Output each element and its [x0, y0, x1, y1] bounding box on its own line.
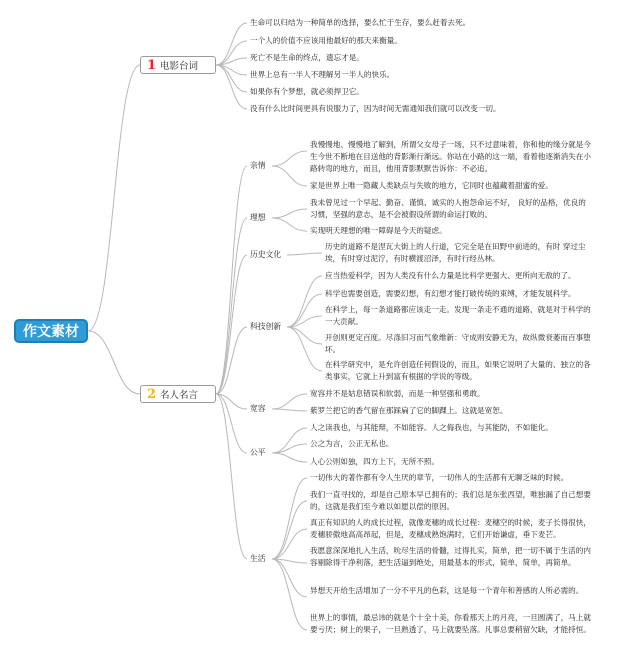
quote-tech-5: 在科学研究中，是允许创造任何假设的，而且，如果它说明了大量的、独立的各类事实，它就上升到富有根据的学说的等级。: [325, 360, 591, 381]
connector-quote-0-0: [272, 151, 307, 166]
connector-quote-6-2: [272, 529, 307, 559]
connector-quote-1-1: [272, 218, 307, 231]
connector-quote-3-0: [287, 276, 322, 327]
connector-movie-quote-6: [216, 65, 247, 109]
movie-quote-6: 没有什么比时间更具有说服力了，因为时间无需通知我们就可以改变一切。: [250, 104, 501, 113]
quote-family-2: 家是世界上唯一隐藏人类缺点与失败的地方，它同时也蕴藏着甜蜜的爱。: [310, 181, 553, 190]
quote-life-2: 我们一直寻找的，却是自己原本早已拥有的；我们总是东张西望，唯独漏了自己想要的，这就是我们至今难以如愿以偿的原因。: [310, 490, 591, 511]
quote-tech-3: 在科学上，每一条道路都应该走一走。发现一条走不通的道路，就是对于科学的一大贡献。: [325, 305, 591, 326]
branch-famous-quotes[interactable]: [140, 385, 216, 403]
connector-category-ideal: [216, 218, 247, 394]
quote-life-5: 异想天开给生活增加了一分不平凡的色彩，这是每一个青年和善感的人所必需的。: [310, 586, 584, 595]
root-label: 作文素材: [23, 324, 79, 340]
quote-tolerance-1: 宽容并不是姑息错误和软弱，而是一种坚强和勇敢。: [310, 389, 485, 398]
category-sci-tech[interactable]: 科技创新: [250, 322, 282, 331]
branch-number-1: 1: [147, 57, 157, 73]
quote-life-1: 一切伟大的著作都有令人生厌的章节，一切伟人的生活都有无聊乏味的时候。: [310, 473, 569, 482]
movie-quote-2: 一个人的价值不应该用他最好的那天来衡量。: [250, 36, 402, 45]
quote-fairness-1: 人之读我也，与其能辩，不如能容。人之侮我也，与其能防，不如能化。: [310, 423, 553, 432]
movie-quote-1: 生命可以归结为一种简单的选择，要么忙于生存，要么赶着去死。: [250, 18, 471, 27]
category-life[interactable]: 生活: [250, 554, 266, 563]
branch-movie-quotes[interactable]: [140, 56, 216, 74]
connector-quote-6-4: [272, 559, 307, 597]
connector-quote-1-0: [272, 209, 307, 218]
quote-fairness-2: 公之为言，公正无私也。: [310, 439, 394, 448]
category-family[interactable]: 亲情: [250, 161, 266, 170]
connector-quote-3-4: [287, 327, 322, 371]
connector-quote-3-3: [287, 327, 322, 344]
connector-quote-0-1: [272, 166, 307, 186]
quote-history-1: 历史的道路不是涅瓦大街上的人行道，它完全是在田野中前进的，有时 穿过尘埃，有时穿过泥泞，有时横渡沼泽，有时行经丛林。: [325, 242, 586, 263]
quote-ideal-2: 实现明天理想的唯一障碍是今天的疑虑。: [310, 226, 447, 235]
branch-label-famous-quotes: 名人名言: [160, 390, 199, 401]
connector-quote-6-0: [272, 478, 307, 559]
movie-quote-4: 世界上总有一半人不理解另一半人的快乐。: [250, 70, 395, 79]
branch-number-2: 2: [147, 386, 157, 402]
quote-tech-1: 应当热爱科学，因为人类没有什么力量是比科学更强大、更所向无敌的了。: [325, 271, 576, 280]
connector-quote-4-1: [272, 409, 307, 411]
connector-category-life: [216, 394, 247, 559]
category-fairness[interactable]: 公平: [250, 448, 266, 457]
quote-tolerance-2: 紫罗兰把它的香气留在那踩扁了它的脚踝上。这就是宽恕。: [310, 406, 508, 415]
connector-quote-6-5: [272, 559, 307, 630]
branch-label-movie-quotes: 电影台词: [160, 61, 199, 72]
connector-category-tech: [216, 327, 247, 394]
connector-quote-5-0: [272, 428, 307, 453]
quote-fairness-3: 人心公则如独，四方上下，无所不照。: [310, 457, 440, 466]
quote-life-6: 世界上的事情，最忌讳的就是个十全十美，你看那天上的月亮，一旦圆满了，马上就要亏厌；树上的果子，一旦熟透了，马上就要坠落。凡事总要稍留欠缺，才能持恒。: [310, 613, 591, 634]
connector-root-branch-2: [88, 331, 140, 394]
category-tolerance[interactable]: 宽容: [250, 404, 266, 413]
connector-quote-4-0: [272, 394, 307, 409]
connector-root-branch-1: [88, 65, 140, 331]
connector-category-fairness: [216, 394, 247, 453]
movie-quote-5: 如果你有个梦想，就必须捍卫它。: [250, 87, 364, 96]
quote-tech-2: 科学也需要创造，需要幻想，有幻想才能打破传统的束缚，才能发展科学。: [325, 289, 576, 298]
category-ideal[interactable]: 理想: [250, 213, 266, 222]
quote-family-1: 我慢慢地、慢慢地了解到，所谓父女母子一场，只不过意味着，你和他的缘分就是今生今世不断地在目送他的背影渐行渐远。你站在小路的这一端，看着他逐渐消失在小路转弯的地方，而且，他用背影默默告诉你：不必追。: [310, 140, 591, 173]
category-history-culture[interactable]: 历史文化: [250, 250, 282, 259]
quote-life-3: 真正有知识的人的成长过程，就像麦穗的成长过程：麦穗空的时候，麦子长得很快，麦穗骄傲地高高昂起，但是，麦穗成熟饱满时，它们开始谦虚，垂下麦芒。: [310, 518, 591, 539]
quote-tech-4: 开创则更定百度。尽涤旧习而气象维新：守成则安静无为，故纵微衰萎而百事堕坏。: [325, 333, 591, 354]
quote-ideal-1: 我未曾见过一个早起、勤奋、谨慎、诚实的人抱怨命运不好， 良好的品格，优良的习惯，坚强的意志，是不会被假设所谓的命运打败的。: [310, 198, 586, 219]
connector-quote-2-0: [287, 253, 322, 255]
connector-quote-5-2: [272, 453, 307, 462]
quote-life-4: 我愿意深深地扎入生活，吮尽生活的骨髓，过得扎实，简单，把一切不属于生活的内容剔除得干净利落，把生活逼到绝处，用最基本的形式，简单，简单，再简单。: [310, 546, 591, 567]
root-node[interactable]: [14, 319, 88, 343]
movie-quote-3: 死亡不是生命的终点，遗忘才是。: [250, 53, 364, 62]
